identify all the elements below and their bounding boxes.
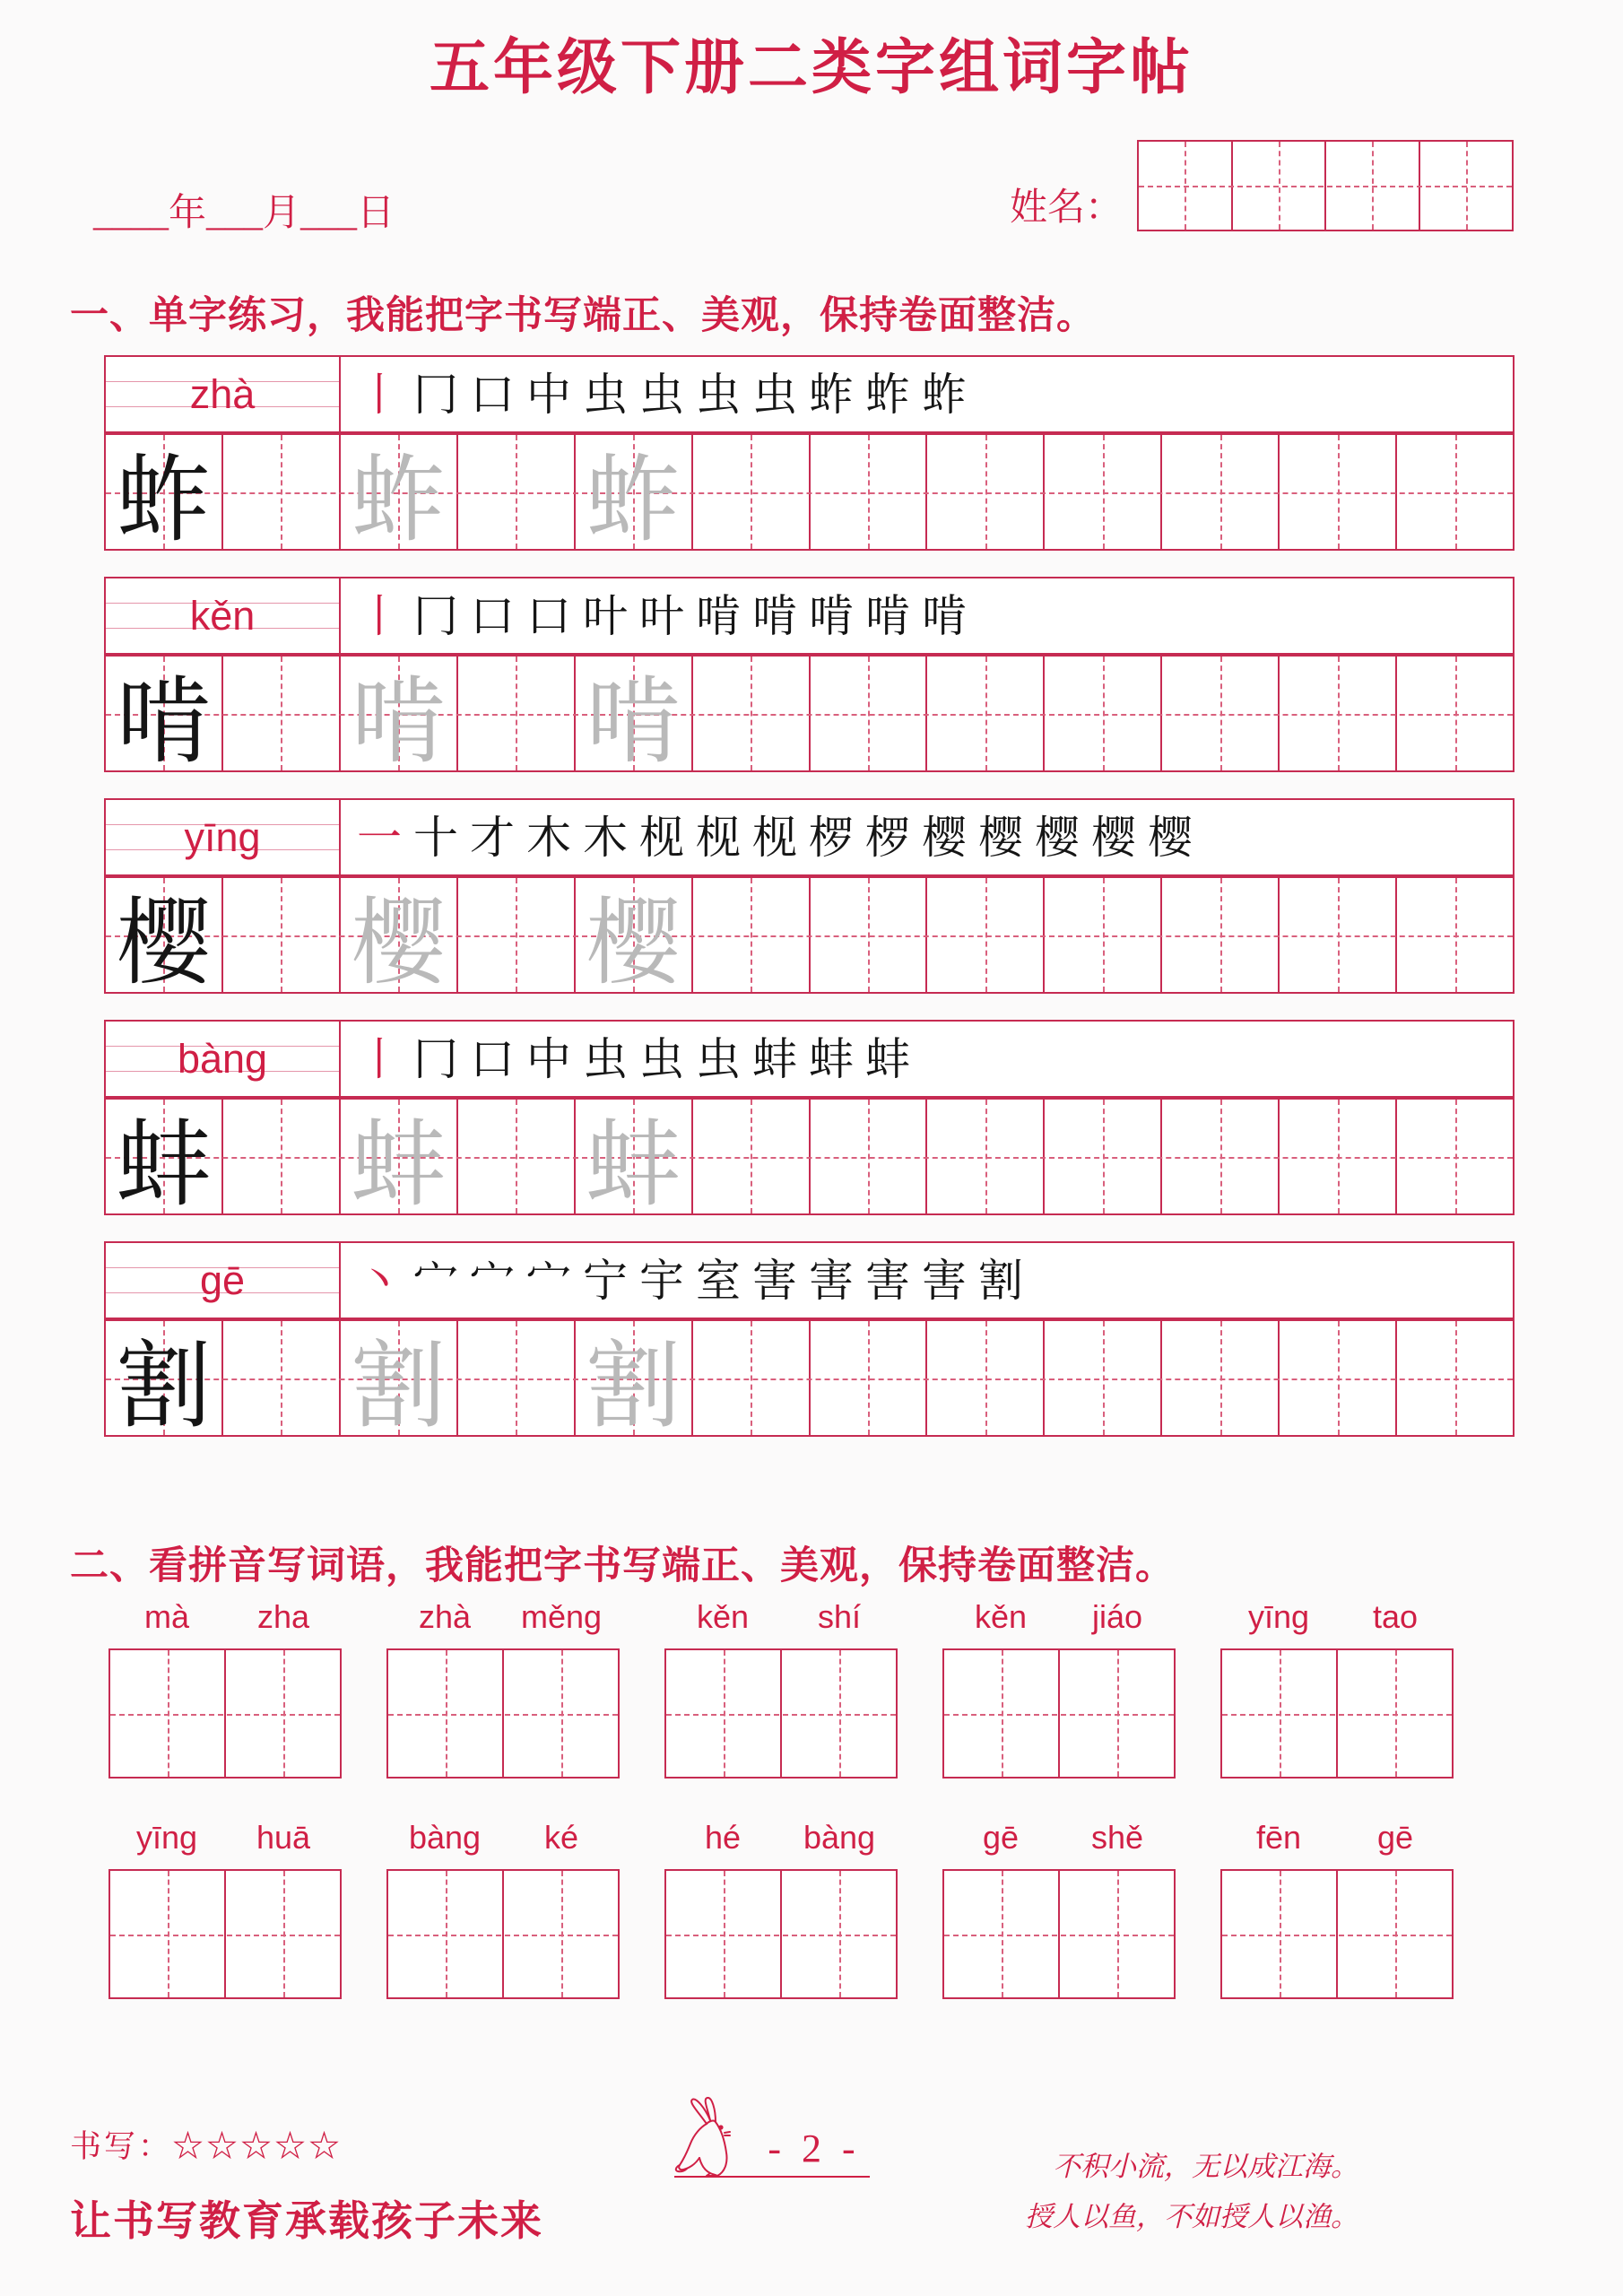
word-box-midline <box>388 1935 618 1936</box>
stroke-step: 枧 <box>696 812 741 863</box>
model-character: 啃 <box>116 669 212 775</box>
word-pinyin-syllable: hé <box>704 1819 742 1856</box>
word-pinyin-pair <box>386 1819 620 1860</box>
trace-character[interactable]: 啃 <box>351 669 447 775</box>
stroke-step: 蚌 <box>809 1033 854 1084</box>
word-pinyin-syllable: yīng <box>135 1819 198 1856</box>
pinyin-box <box>106 800 341 874</box>
pinyin-label: zhà <box>189 370 256 417</box>
stroke-step: 椤 <box>809 812 854 863</box>
stroke-step: 虫 <box>752 369 797 420</box>
trace-character[interactable]: 樱 <box>351 891 447 996</box>
footer-quote-2: 授人以鱼，不如授人以渔。 <box>1025 2201 1358 2232</box>
character-practice-blocks <box>104 355 1515 1463</box>
footer-slogan: 让书写教育承载孩子未来 <box>70 2197 543 2244</box>
stroke-step: 宀 <box>413 1255 458 1306</box>
stroke-order-strip <box>341 578 1513 653</box>
pinyin-box <box>106 357 341 431</box>
trace-character[interactable]: 割 <box>351 1334 447 1439</box>
word-group <box>1220 1598 1454 1779</box>
word-pinyin-pair <box>664 1819 898 1860</box>
word-group <box>664 1598 898 1779</box>
word-answer-box[interactable] <box>1220 1648 1454 1779</box>
stroke-step: 虫 <box>583 1033 628 1084</box>
word-pinyin-pair <box>942 1598 1176 1639</box>
practice-cell <box>106 1321 221 1439</box>
stroke-step: 樱 <box>1148 812 1193 863</box>
section1-heading: 一、单字练习，我能把字书写端正、美观，保持卷面整洁。 <box>70 294 1096 337</box>
stroke-step: 口 <box>526 590 571 641</box>
word-pinyin-syllable: ké <box>543 1819 579 1856</box>
section2-heading: 二、看拼音写词语，我能把字书写端正、美观，保持卷面整洁。 <box>70 1544 1175 1587</box>
stroke-step: 宁 <box>583 1255 628 1306</box>
stroke-step: 宀 <box>470 1255 515 1306</box>
block-header <box>104 1241 1515 1320</box>
word-answer-box[interactable] <box>386 1869 620 1999</box>
word-pinyin-syllable: mà <box>143 1598 189 1635</box>
char-block-割 <box>104 1241 1515 1437</box>
stroke-step: 室 <box>696 1255 741 1306</box>
grid-midline <box>106 714 1513 716</box>
stroke-step: 丨 <box>357 1033 402 1084</box>
block-header <box>104 577 1515 656</box>
word-group <box>386 1598 620 1779</box>
word-pinyin-syllable: bàng <box>408 1819 482 1856</box>
footer-quote-1: 不积小流，无以成江海。 <box>1053 2151 1358 2182</box>
word-pinyin-syllable: jiáo <box>1091 1598 1143 1635</box>
practice-grid-row <box>104 655 1515 775</box>
stroke-step: 中 <box>526 369 571 420</box>
pinyin-box <box>106 1243 341 1318</box>
stroke-step: 冂 <box>413 1033 458 1084</box>
word-answer-box[interactable] <box>108 1869 342 1999</box>
grid-midline <box>106 1157 1513 1159</box>
stroke-step: 丨 <box>357 369 402 420</box>
stroke-step: 害 <box>752 1255 797 1306</box>
char-block-蚌 <box>104 1020 1515 1218</box>
practice-cell[interactable] <box>574 1100 691 1218</box>
stroke-step: 啃 <box>809 590 854 641</box>
model-character: 樱 <box>116 891 212 996</box>
grid-midline <box>106 492 1513 494</box>
stroke-step: 虫 <box>639 369 684 420</box>
stroke-step: 才 <box>470 812 515 863</box>
stroke-step: 枧 <box>752 812 797 863</box>
stroke-step: 十 <box>413 812 458 863</box>
word-pinyin-syllable: kěn <box>974 1598 1028 1635</box>
word-practice-row <box>108 1819 1454 1999</box>
stroke-step: 啃 <box>752 590 797 641</box>
stroke-step: 叶 <box>583 590 628 641</box>
trace-character[interactable]: 啃 <box>586 669 681 775</box>
stroke-order-strip <box>341 1243 1513 1318</box>
stroke-step: 枧 <box>639 812 684 863</box>
stroke-step: 椤 <box>865 812 910 863</box>
practice-cell <box>106 1100 221 1218</box>
word-pinyin-syllable: zhà <box>418 1598 472 1635</box>
practice-cell[interactable] <box>339 878 456 996</box>
stroke-step: 虫 <box>639 1033 684 1084</box>
word-answer-box[interactable] <box>942 1869 1176 1999</box>
name-label: 姓名： <box>1010 187 1124 229</box>
word-pinyin-pair <box>1220 1598 1454 1639</box>
model-character: 割 <box>116 1334 212 1439</box>
stroke-step: 蚱 <box>865 369 910 420</box>
word-group <box>664 1819 898 1999</box>
stroke-step: 口 <box>470 1033 515 1084</box>
word-pinyin-syllable: huā <box>256 1819 311 1856</box>
rabbit-icon <box>671 2097 746 2179</box>
stroke-step: 丨 <box>357 590 402 641</box>
stroke-step: 樱 <box>978 812 1023 863</box>
word-answer-box[interactable] <box>942 1648 1176 1779</box>
practice-grid-row <box>104 1098 1515 1218</box>
stroke-step: 蚌 <box>752 1033 797 1084</box>
word-pinyin-syllable: shě <box>1090 1819 1144 1856</box>
block-header <box>104 355 1515 434</box>
word-practice-row <box>108 1598 1454 1779</box>
stroke-step: 宇 <box>639 1255 684 1306</box>
pinyin-label: bàng <box>177 1035 268 1082</box>
word-box-midline <box>944 1935 1174 1936</box>
practice-cell[interactable] <box>339 657 456 775</box>
word-answer-box[interactable] <box>664 1648 898 1779</box>
char-block-蚱 <box>104 355 1515 551</box>
word-pinyin-syllable: fēn <box>1255 1819 1302 1856</box>
word-pinyin-syllable: gē <box>982 1819 1020 1856</box>
page-number: - 2 - <box>768 2126 861 2170</box>
stroke-step: 丶 <box>357 1255 402 1306</box>
trace-character[interactable]: 蚱 <box>351 448 447 553</box>
name-grid[interactable] <box>1137 140 1514 231</box>
word-pinyin-pair <box>1220 1819 1454 1860</box>
word-pinyin-syllable: shí <box>817 1598 862 1635</box>
practice-cell[interactable] <box>574 435 691 553</box>
word-box-midline <box>944 1714 1174 1716</box>
word-pinyin-pair <box>108 1819 342 1860</box>
word-answer-box[interactable] <box>664 1869 898 1999</box>
char-block-啃 <box>104 577 1515 775</box>
stroke-step: 一 <box>357 812 402 863</box>
word-pinyin-syllable: měng <box>520 1598 603 1635</box>
stroke-step: 口 <box>470 590 515 641</box>
practice-grid-row <box>104 1319 1515 1437</box>
practice-cell[interactable] <box>339 435 456 553</box>
word-group <box>942 1598 1176 1779</box>
word-pinyin-syllable: bàng <box>803 1819 876 1856</box>
stroke-step: 啃 <box>865 590 910 641</box>
word-pinyin-syllable: tao <box>1372 1598 1419 1635</box>
stroke-step: 啃 <box>922 590 967 641</box>
word-answer-box[interactable] <box>386 1648 620 1779</box>
block-header <box>104 798 1515 877</box>
stroke-step: 啃 <box>696 590 741 641</box>
practice-cell <box>106 878 221 996</box>
stroke-step: 害 <box>809 1255 854 1306</box>
stroke-order-strip <box>341 1022 1513 1096</box>
grid-midline <box>106 935 1513 937</box>
stroke-step: 冂 <box>413 369 458 420</box>
stroke-order-strip <box>341 357 1513 431</box>
trace-character[interactable]: 割 <box>586 1334 681 1439</box>
word-group <box>942 1819 1176 1999</box>
footer-divider-line <box>674 2176 870 2178</box>
word-box-midline <box>388 1714 618 1716</box>
practice-cell[interactable] <box>574 1321 691 1439</box>
word-box-midline <box>1222 1935 1452 1936</box>
trace-character[interactable]: 蚱 <box>586 448 681 553</box>
word-pinyin-syllable: gē <box>1376 1819 1414 1856</box>
handwriting-rating-stars: 书写：☆☆☆☆☆ <box>70 2129 343 2164</box>
practice-cell <box>106 657 221 775</box>
pinyin-label: gē <box>199 1257 246 1303</box>
stroke-step: 割 <box>978 1255 1023 1306</box>
word-pinyin-pair <box>664 1598 898 1639</box>
stroke-step: 冂 <box>413 590 458 641</box>
practice-cell[interactable] <box>574 878 691 996</box>
word-box-midline <box>666 1935 896 1936</box>
stroke-step: 虫 <box>583 369 628 420</box>
word-box-midline <box>110 1935 340 1936</box>
model-character: 蚱 <box>116 448 212 553</box>
word-pinyin-syllable: yīng <box>1247 1598 1310 1635</box>
pinyin-box <box>106 578 341 653</box>
stroke-step: 樱 <box>922 812 967 863</box>
word-group <box>386 1819 620 1999</box>
page-title: 五年级下册二类字组词字帖 <box>430 34 1193 101</box>
practice-cell <box>106 435 221 553</box>
pinyin-label: kěn <box>189 592 256 639</box>
word-pinyin-pair <box>942 1819 1176 1860</box>
word-box-midline <box>666 1714 896 1716</box>
grid-midline <box>106 1378 1513 1380</box>
word-answer-box[interactable] <box>108 1648 342 1779</box>
word-box-midline <box>1222 1714 1452 1716</box>
stroke-step: 木 <box>583 812 628 863</box>
model-character: 蚌 <box>116 1112 212 1218</box>
stroke-step: 叶 <box>639 590 684 641</box>
word-pinyin-pair <box>108 1598 342 1639</box>
stroke-step: 木 <box>526 812 571 863</box>
word-box-midline <box>110 1714 340 1716</box>
practice-cell[interactable] <box>574 657 691 775</box>
word-group <box>108 1819 342 1999</box>
stroke-step: 虫 <box>696 1033 741 1084</box>
practice-grid-row <box>104 876 1515 994</box>
practice-cell[interactable] <box>339 1321 456 1439</box>
pinyin-box <box>106 1022 341 1096</box>
stroke-step: 害 <box>922 1255 967 1306</box>
practice-cell[interactable] <box>339 1100 456 1218</box>
stroke-step: 口 <box>470 369 515 420</box>
trace-character[interactable]: 樱 <box>586 891 681 996</box>
word-pinyin-syllable: kěn <box>696 1598 750 1635</box>
word-pinyin-pair <box>386 1598 620 1639</box>
stroke-step: 害 <box>865 1255 910 1306</box>
word-pinyin-syllable: zha <box>256 1598 310 1635</box>
word-answer-box[interactable] <box>1220 1869 1454 1999</box>
stroke-step: 虫 <box>696 369 741 420</box>
stroke-step: 蚌 <box>865 1033 910 1084</box>
stroke-order-strip <box>341 800 1513 874</box>
practice-grid-row <box>104 433 1515 551</box>
pinyin-label: yīng <box>184 813 261 860</box>
block-header <box>104 1020 1515 1099</box>
stroke-step: 蚱 <box>922 369 967 420</box>
stroke-step: 宀 <box>526 1255 571 1306</box>
stroke-step: 蚱 <box>809 369 854 420</box>
stroke-step: 樱 <box>1035 812 1080 863</box>
word-group <box>108 1598 342 1779</box>
trace-character[interactable]: 蚌 <box>586 1112 681 1218</box>
trace-character[interactable]: 蚌 <box>351 1112 447 1218</box>
word-group <box>1220 1819 1454 1999</box>
stroke-step: 樱 <box>1091 812 1136 863</box>
date-line[interactable]: ____年___月___日 <box>93 193 395 234</box>
stroke-step: 中 <box>526 1033 571 1084</box>
name-grid-midline <box>1139 186 1512 187</box>
char-block-樱 <box>104 798 1515 994</box>
